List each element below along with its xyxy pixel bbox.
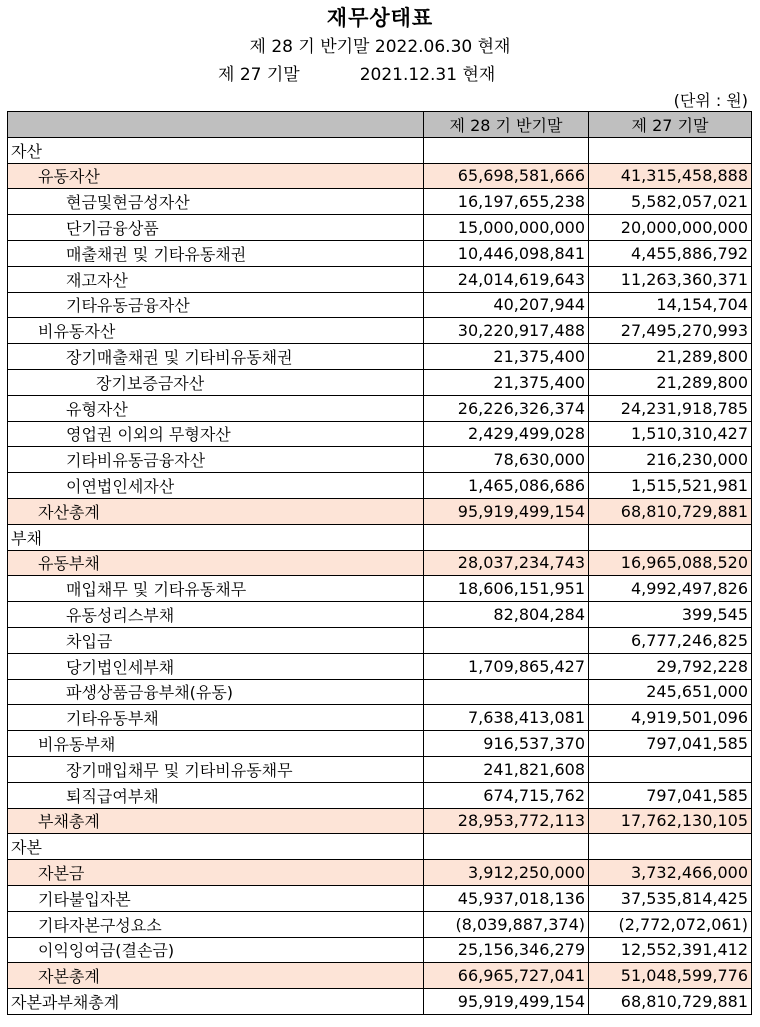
prior-period-value: 21,289,800 <box>589 369 752 395</box>
prior-period-value: 6,777,246,825 <box>589 627 752 653</box>
table-row <box>8 679 752 705</box>
table-row <box>8 808 752 834</box>
account-name: 기타유동금융자산 <box>8 292 424 318</box>
prior-period-value <box>589 524 752 550</box>
period-prior <box>218 60 495 85</box>
prior-period-value: 27,495,270,993 <box>589 318 752 344</box>
table-row <box>8 963 752 989</box>
account-name: 자본총계 <box>8 963 424 989</box>
account-name: 부채총계 <box>8 808 424 834</box>
prior-period-value: 4,992,497,826 <box>589 576 752 602</box>
prior-period-value: 41,315,458,888 <box>589 163 752 189</box>
table-row <box>8 550 752 576</box>
table-row <box>8 937 752 963</box>
current-period-value: 65,698,581,666 <box>424 163 589 189</box>
account-name: 기타자본구성요소 <box>8 911 424 937</box>
table-row <box>8 524 752 550</box>
header-current-period: 제 28 기 반기말 <box>424 112 589 138</box>
account-name: 유동성리스부채 <box>8 602 424 628</box>
prior-period-value: 29,792,228 <box>589 653 752 679</box>
account-name: 기타유동부채 <box>8 705 424 731</box>
prior-period-value: 24,231,918,785 <box>589 395 752 421</box>
table-row <box>8 498 752 524</box>
current-period-value: 30,220,917,488 <box>424 318 589 344</box>
account-name: 비유동부채 <box>8 731 424 757</box>
table-row <box>8 163 752 189</box>
table-row <box>8 369 752 395</box>
account-name: 이연법인세자산 <box>8 473 424 499</box>
current-period-value: 24,014,619,643 <box>424 266 589 292</box>
prior-period-value: 68,810,729,881 <box>589 498 752 524</box>
account-name: 기타비유동금융자산 <box>8 447 424 473</box>
current-period-value <box>424 137 589 163</box>
account-name: 장기매입채무 및 기타비유동채무 <box>8 756 424 782</box>
current-period-value: 21,375,400 <box>424 369 589 395</box>
table-row <box>8 473 752 499</box>
table-row <box>8 318 752 344</box>
account-name: 당기법인세부채 <box>8 653 424 679</box>
current-period-value <box>424 834 589 860</box>
account-name: 파생상품금융부채(유동) <box>8 679 424 705</box>
account-name: 매출채권 및 기타유동채권 <box>8 240 424 266</box>
table-row <box>8 576 752 602</box>
current-period-value: 28,953,772,113 <box>424 808 589 834</box>
prior-period-value: 3,732,466,000 <box>589 860 752 886</box>
table-row <box>8 292 752 318</box>
table-row <box>8 653 752 679</box>
prior-period-value: 1,515,521,981 <box>589 473 752 499</box>
account-name: 자산총계 <box>8 498 424 524</box>
current-period-value: 21,375,400 <box>424 344 589 370</box>
account-name: 자산 <box>8 137 424 163</box>
table-row <box>8 240 752 266</box>
period-current: 제 28 기 반기말 2022.06.30 현재 <box>249 37 511 57</box>
current-period-value: 28,037,234,743 <box>424 550 589 576</box>
current-period-value: 95,919,499,154 <box>424 498 589 524</box>
prior-period-value: 11,263,360,371 <box>589 266 752 292</box>
account-name: 유형자산 <box>8 395 424 421</box>
prior-period-value: (2,772,072,061) <box>589 911 752 937</box>
header-row <box>8 112 752 138</box>
current-period-value <box>424 679 589 705</box>
table-row <box>8 395 752 421</box>
table-row <box>8 421 752 447</box>
account-name: 비유동자산 <box>8 318 424 344</box>
prior-period-value <box>589 834 752 860</box>
current-period-value: 916,537,370 <box>424 731 589 757</box>
current-period-value: 66,965,727,041 <box>424 963 589 989</box>
account-name: 단기금융상품 <box>8 215 424 241</box>
prior-period-value: 4,919,501,096 <box>589 705 752 731</box>
table-row <box>8 860 752 886</box>
current-period-value <box>424 627 589 653</box>
account-name: 자본금 <box>8 860 424 886</box>
table-row <box>8 627 752 653</box>
header-prior-period: 제 27 기말 <box>589 112 752 138</box>
account-name: 재고자산 <box>8 266 424 292</box>
current-period-value: 95,919,499,154 <box>424 989 589 1015</box>
current-period-value: 45,937,018,136 <box>424 885 589 911</box>
prior-period-value <box>589 756 752 782</box>
table-row <box>8 756 752 782</box>
current-period-value: 16,197,655,238 <box>424 189 589 215</box>
account-name: 퇴직급여부채 <box>8 782 424 808</box>
current-period-value: 7,638,413,081 <box>424 705 589 731</box>
current-period-value: 674,715,762 <box>424 782 589 808</box>
period-prior-label: 제 27 기말 <box>218 65 300 85</box>
statement-title: 재무상태표 <box>326 6 434 30</box>
current-period-value <box>424 524 589 550</box>
prior-period-value: 14,154,704 <box>589 292 752 318</box>
account-name: 부채 <box>8 524 424 550</box>
prior-period-value: 5,582,057,021 <box>589 189 752 215</box>
prior-period-value: 21,289,800 <box>589 344 752 370</box>
prior-period-value: 16,965,088,520 <box>589 550 752 576</box>
prior-period-value: 68,810,729,881 <box>589 989 752 1015</box>
prior-period-value: 17,762,130,105 <box>589 808 752 834</box>
prior-period-value: 245,651,000 <box>589 679 752 705</box>
account-name: 매입채무 및 기타유동채무 <box>8 576 424 602</box>
current-period-value: 26,226,326,374 <box>424 395 589 421</box>
prior-period-value: 51,048,599,776 <box>589 963 752 989</box>
current-period-value: 82,804,284 <box>424 602 589 628</box>
prior-period-value: 12,552,391,412 <box>589 937 752 963</box>
prior-period-value <box>589 137 752 163</box>
table-row <box>8 731 752 757</box>
prior-period-value: 216,230,000 <box>589 447 752 473</box>
account-name: 자본 <box>8 834 424 860</box>
balance-sheet-table <box>7 111 752 1015</box>
table-row <box>8 215 752 241</box>
table-row <box>8 834 752 860</box>
prior-period-value: 37,535,814,425 <box>589 885 752 911</box>
table-row <box>8 602 752 628</box>
account-name: 이익잉여금(결손금) <box>8 937 424 963</box>
current-period-value: 40,207,944 <box>424 292 589 318</box>
current-period-value: 1,465,086,686 <box>424 473 589 499</box>
current-period-value: 1,709,865,427 <box>424 653 589 679</box>
current-period-value: (8,039,887,374) <box>424 911 589 937</box>
current-period-value: 10,446,098,841 <box>424 240 589 266</box>
table-row <box>8 266 752 292</box>
prior-period-value: 797,041,585 <box>589 731 752 757</box>
prior-period-value: 797,041,585 <box>589 782 752 808</box>
table-row <box>8 447 752 473</box>
current-period-value: 2,429,499,028 <box>424 421 589 447</box>
account-name: 기타불입자본 <box>8 885 424 911</box>
table-row <box>8 137 752 163</box>
current-period-value: 15,000,000,000 <box>424 215 589 241</box>
prior-period-value: 399,545 <box>589 602 752 628</box>
account-name: 자본과부채총계 <box>8 989 424 1015</box>
table-row <box>8 911 752 937</box>
current-period-value: 25,156,346,279 <box>424 937 589 963</box>
unit-label: (단위 : 원) <box>673 91 748 110</box>
account-name: 유동자산 <box>8 163 424 189</box>
table-row <box>8 189 752 215</box>
account-name: 유동부채 <box>8 550 424 576</box>
account-name: 영업권 이외의 무형자산 <box>8 421 424 447</box>
table-row <box>8 344 752 370</box>
prior-period-value: 20,000,000,000 <box>589 215 752 241</box>
table-row <box>8 885 752 911</box>
current-period-value: 18,606,151,951 <box>424 576 589 602</box>
current-period-value: 241,821,608 <box>424 756 589 782</box>
header-account <box>8 112 424 138</box>
table-row <box>8 989 752 1015</box>
account-name: 현금및현금성자산 <box>8 189 424 215</box>
account-name: 장기보증금자산 <box>8 369 424 395</box>
period-prior-date: 2021.12.31 현재 <box>359 65 496 85</box>
prior-period-value: 4,455,886,792 <box>589 240 752 266</box>
prior-period-value: 1,510,310,427 <box>589 421 752 447</box>
account-name: 차입금 <box>8 627 424 653</box>
table-row <box>8 705 752 731</box>
current-period-value: 3,912,250,000 <box>424 860 589 886</box>
account-name: 장기매출채권 및 기타비유동채권 <box>8 344 424 370</box>
table-row <box>8 782 752 808</box>
current-period-value: 78,630,000 <box>424 447 589 473</box>
